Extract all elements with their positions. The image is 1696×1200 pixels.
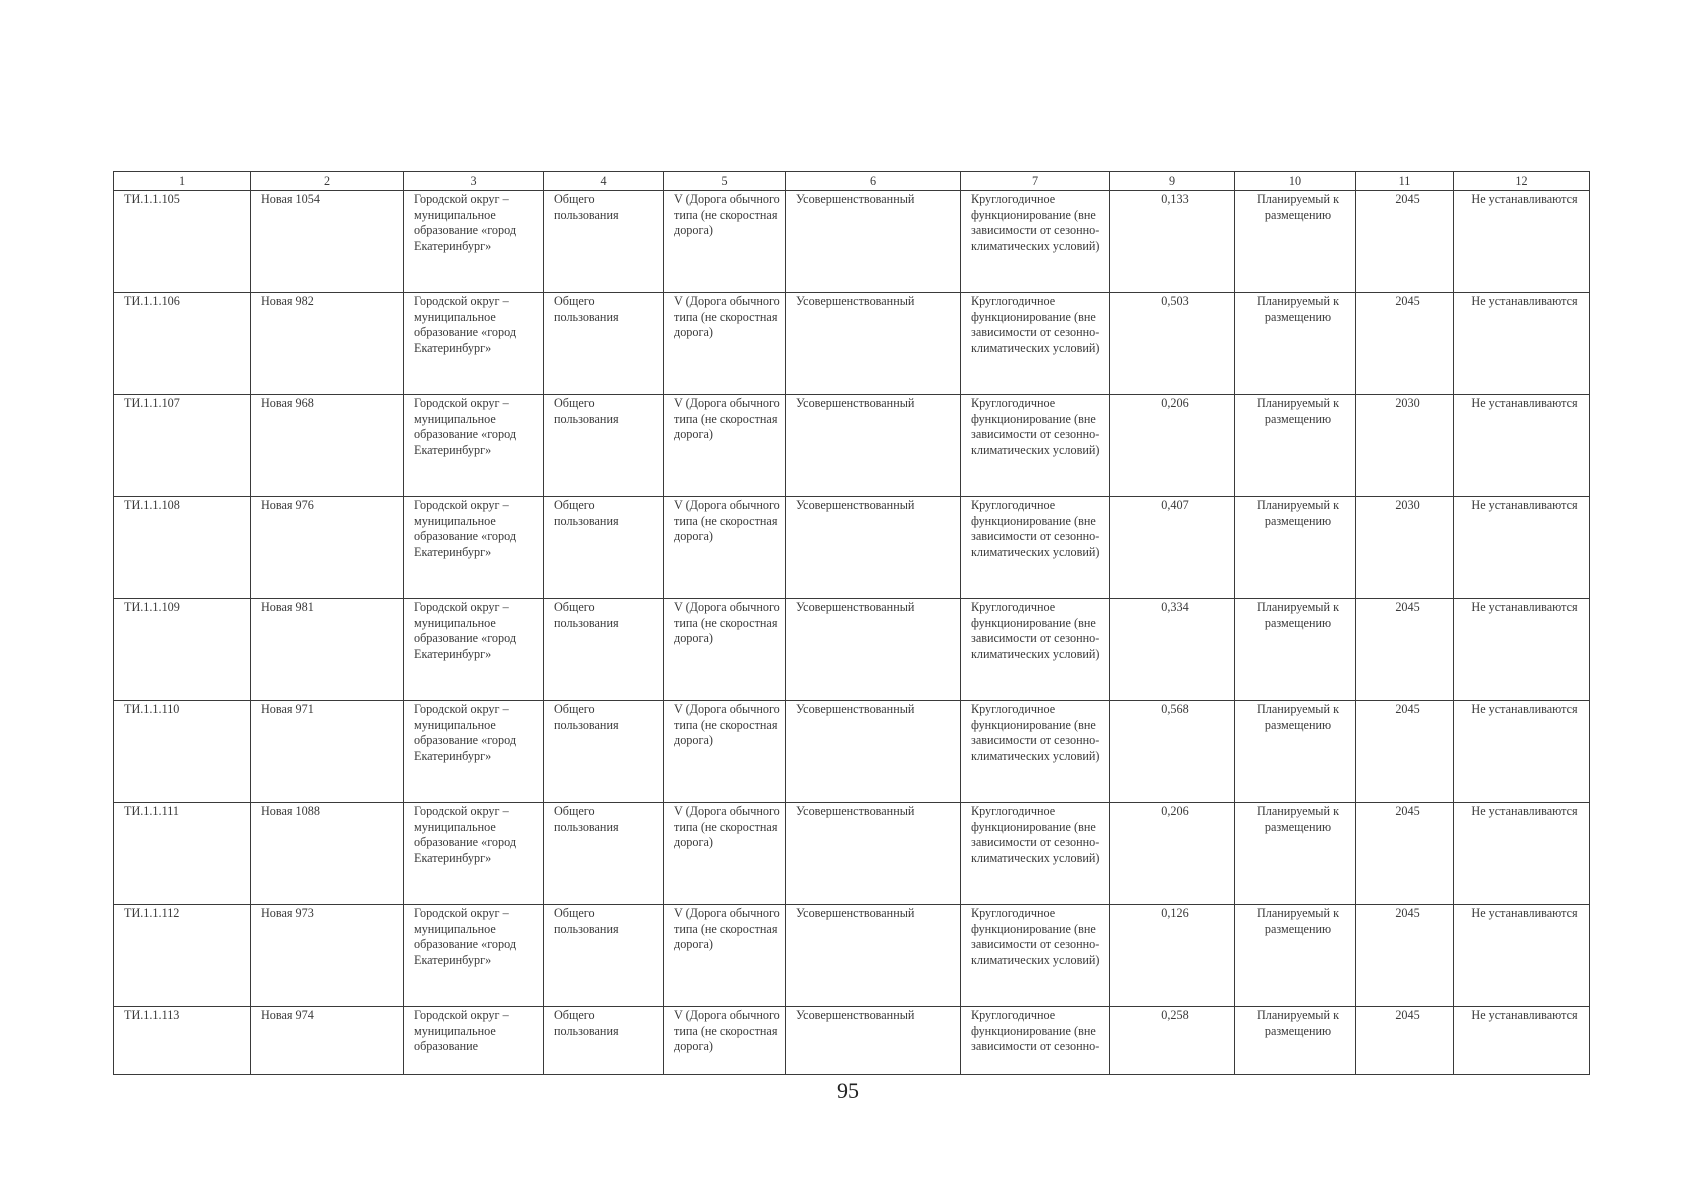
municipality-cell: Городской округ – муниципальное образование «город Екатеринбург» (404, 293, 544, 395)
year-cell: 2045 (1356, 701, 1454, 803)
municipality-cell: Городской округ – муниципальное образование (404, 1007, 544, 1075)
road-class-cell: V (Дорога обычного типа (не скоростная дорога) (664, 599, 786, 701)
surface-type-cell: Усовершенствованный (786, 803, 961, 905)
table-header-row (114, 172, 1590, 191)
column-header: 2 (251, 172, 404, 191)
column-header: 4 (544, 172, 664, 191)
status-cell: Планируемый к размещению (1235, 1007, 1356, 1075)
usage-cell: Общего пользования (544, 803, 664, 905)
column-header: 7 (961, 172, 1110, 191)
operation-mode-cell: Круглогодичное функционирование (вне зависимости от сезонно-климатических условий) (961, 395, 1110, 497)
road-class-cell: V (Дорога обычного типа (не скоростная дорога) (664, 905, 786, 1007)
municipality-cell: Городской округ – муниципальное образование «город Екатеринбург» (404, 497, 544, 599)
operation-mode-cell: Круглогодичное функционирование (вне зависимости от сезонно-климатических условий) (961, 701, 1110, 803)
usage-cell: Общего пользования (544, 599, 664, 701)
restrictions-cell: Не устанавливаются (1454, 293, 1590, 395)
operation-mode-cell: Круглогодичное функционирование (вне зависимости от сезонно-климатических условий) (961, 803, 1110, 905)
surface-type-cell: Усовершенствованный (786, 293, 961, 395)
restrictions-cell: Не устанавливаются (1454, 1007, 1590, 1075)
year-cell: 2045 (1356, 599, 1454, 701)
object-id-cell: ТИ.1.1.109 (114, 599, 251, 701)
road-name-cell: Новая 981 (251, 599, 404, 701)
status-cell: Планируемый к размещению (1235, 293, 1356, 395)
table-row (114, 803, 1590, 905)
road-class-cell: V (Дорога обычного типа (не скоростная дорога) (664, 395, 786, 497)
status-cell: Планируемый к размещению (1235, 803, 1356, 905)
length-cell: 0,407 (1110, 497, 1235, 599)
object-id-cell: ТИ.1.1.105 (114, 191, 251, 293)
road-class-cell: V (Дорога обычного типа (не скоростная дорога) (664, 701, 786, 803)
road-class-cell: V (Дорога обычного типа (не скоростная дорога) (664, 191, 786, 293)
column-header: 9 (1110, 172, 1235, 191)
municipality-cell: Городской округ – муниципальное образование «город Екатеринбург» (404, 803, 544, 905)
object-id-cell: ТИ.1.1.106 (114, 293, 251, 395)
road-name-cell: Новая 976 (251, 497, 404, 599)
status-cell: Планируемый к размещению (1235, 599, 1356, 701)
column-header: 11 (1356, 172, 1454, 191)
table-row (114, 191, 1590, 293)
municipality-cell: Городской округ – муниципальное образование «город Екатеринбург» (404, 395, 544, 497)
surface-type-cell: Усовершенствованный (786, 395, 961, 497)
length-cell: 0,503 (1110, 293, 1235, 395)
restrictions-cell: Не устанавливаются (1454, 191, 1590, 293)
status-cell: Планируемый к размещению (1235, 191, 1356, 293)
usage-cell: Общего пользования (544, 1007, 664, 1075)
page-number: 95 (837, 1078, 859, 1103)
usage-cell: Общего пользования (544, 701, 664, 803)
table-row (114, 293, 1590, 395)
road-name-cell: Новая 973 (251, 905, 404, 1007)
table-row (114, 497, 1590, 599)
status-cell: Планируемый к размещению (1235, 701, 1356, 803)
usage-cell: Общего пользования (544, 905, 664, 1007)
municipality-cell: Городской округ – муниципальное образование «город Екатеринбург» (404, 191, 544, 293)
restrictions-cell: Не устанавливаются (1454, 497, 1590, 599)
usage-cell: Общего пользования (544, 191, 664, 293)
operation-mode-cell: Круглогодичное функционирование (вне зависимости от сезонно-климатических условий) (961, 905, 1110, 1007)
object-id-cell: ТИ.1.1.110 (114, 701, 251, 803)
length-cell: 0,126 (1110, 905, 1235, 1007)
length-cell: 0,334 (1110, 599, 1235, 701)
municipality-cell: Городской округ – муниципальное образование «город Екатеринбург» (404, 905, 544, 1007)
object-id-cell: ТИ.1.1.113 (114, 1007, 251, 1075)
object-id-cell: ТИ.1.1.112 (114, 905, 251, 1007)
operation-mode-cell: Круглогодичное функционирование (вне зависимости от сезонно- (961, 1007, 1110, 1075)
year-cell: 2045 (1356, 803, 1454, 905)
length-cell: 0,258 (1110, 1007, 1235, 1075)
column-header: 1 (114, 172, 251, 191)
table-row (114, 395, 1590, 497)
object-id-cell: ТИ.1.1.108 (114, 497, 251, 599)
operation-mode-cell: Круглогодичное функционирование (вне зависимости от сезонно-климатических условий) (961, 497, 1110, 599)
length-cell: 0,568 (1110, 701, 1235, 803)
length-cell: 0,206 (1110, 803, 1235, 905)
municipality-cell: Городской округ – муниципальное образование «город Екатеринбург» (404, 599, 544, 701)
road-class-cell: V (Дорога обычного типа (не скоростная дорога) (664, 497, 786, 599)
surface-type-cell: Усовершенствованный (786, 497, 961, 599)
municipality-cell: Городской округ – муниципальное образование «город Екатеринбург» (404, 701, 544, 803)
road-name-cell: Новая 971 (251, 701, 404, 803)
table-row (114, 905, 1590, 1007)
column-header: 5 (664, 172, 786, 191)
year-cell: 2030 (1356, 395, 1454, 497)
status-cell: Планируемый к размещению (1235, 905, 1356, 1007)
restrictions-cell: Не устанавливаются (1454, 599, 1590, 701)
surface-type-cell: Усовершенствованный (786, 599, 961, 701)
year-cell: 2030 (1356, 497, 1454, 599)
column-header: 10 (1235, 172, 1356, 191)
operation-mode-cell: Круглогодичное функционирование (вне зависимости от сезонно-климатических условий) (961, 293, 1110, 395)
operation-mode-cell: Круглогодичное функционирование (вне зависимости от сезонно-климатических условий) (961, 191, 1110, 293)
usage-cell: Общего пользования (544, 497, 664, 599)
length-cell: 0,206 (1110, 395, 1235, 497)
object-id-cell: ТИ.1.1.107 (114, 395, 251, 497)
table-row (114, 701, 1590, 803)
restrictions-cell: Не устанавливаются (1454, 395, 1590, 497)
surface-type-cell: Усовершенствованный (786, 905, 961, 1007)
road-name-cell: Новая 982 (251, 293, 404, 395)
road-name-cell: Новая 1054 (251, 191, 404, 293)
usage-cell: Общего пользования (544, 395, 664, 497)
surface-type-cell: Усовершенствованный (786, 1007, 961, 1075)
column-header: 6 (786, 172, 961, 191)
road-class-cell: V (Дорога обычного типа (не скоростная дорога) (664, 1007, 786, 1075)
year-cell: 2045 (1356, 905, 1454, 1007)
column-header: 12 (1454, 172, 1590, 191)
table-body (114, 191, 1590, 1075)
year-cell: 2045 (1356, 191, 1454, 293)
roads-table (113, 171, 1590, 1075)
restrictions-cell: Не устанавливаются (1454, 701, 1590, 803)
year-cell: 2045 (1356, 293, 1454, 395)
year-cell: 2045 (1356, 1007, 1454, 1075)
table-row (114, 1007, 1590, 1075)
restrictions-cell: Не устанавливаются (1454, 905, 1590, 1007)
road-class-cell: V (Дорога обычного типа (не скоростная дорога) (664, 803, 786, 905)
operation-mode-cell: Круглогодичное функционирование (вне зависимости от сезонно-климатических условий) (961, 599, 1110, 701)
length-cell: 0,133 (1110, 191, 1235, 293)
restrictions-cell: Не устанавливаются (1454, 803, 1590, 905)
surface-type-cell: Усовершенствованный (786, 191, 961, 293)
road-name-cell: Новая 968 (251, 395, 404, 497)
road-name-cell: Новая 1088 (251, 803, 404, 905)
status-cell: Планируемый к размещению (1235, 497, 1356, 599)
table-row (114, 599, 1590, 701)
road-name-cell: Новая 974 (251, 1007, 404, 1075)
object-id-cell: ТИ.1.1.111 (114, 803, 251, 905)
usage-cell: Общего пользования (544, 293, 664, 395)
status-cell: Планируемый к размещению (1235, 395, 1356, 497)
surface-type-cell: Усовершенствованный (786, 701, 961, 803)
road-class-cell: V (Дорога обычного типа (не скоростная дорога) (664, 293, 786, 395)
column-header: 3 (404, 172, 544, 191)
